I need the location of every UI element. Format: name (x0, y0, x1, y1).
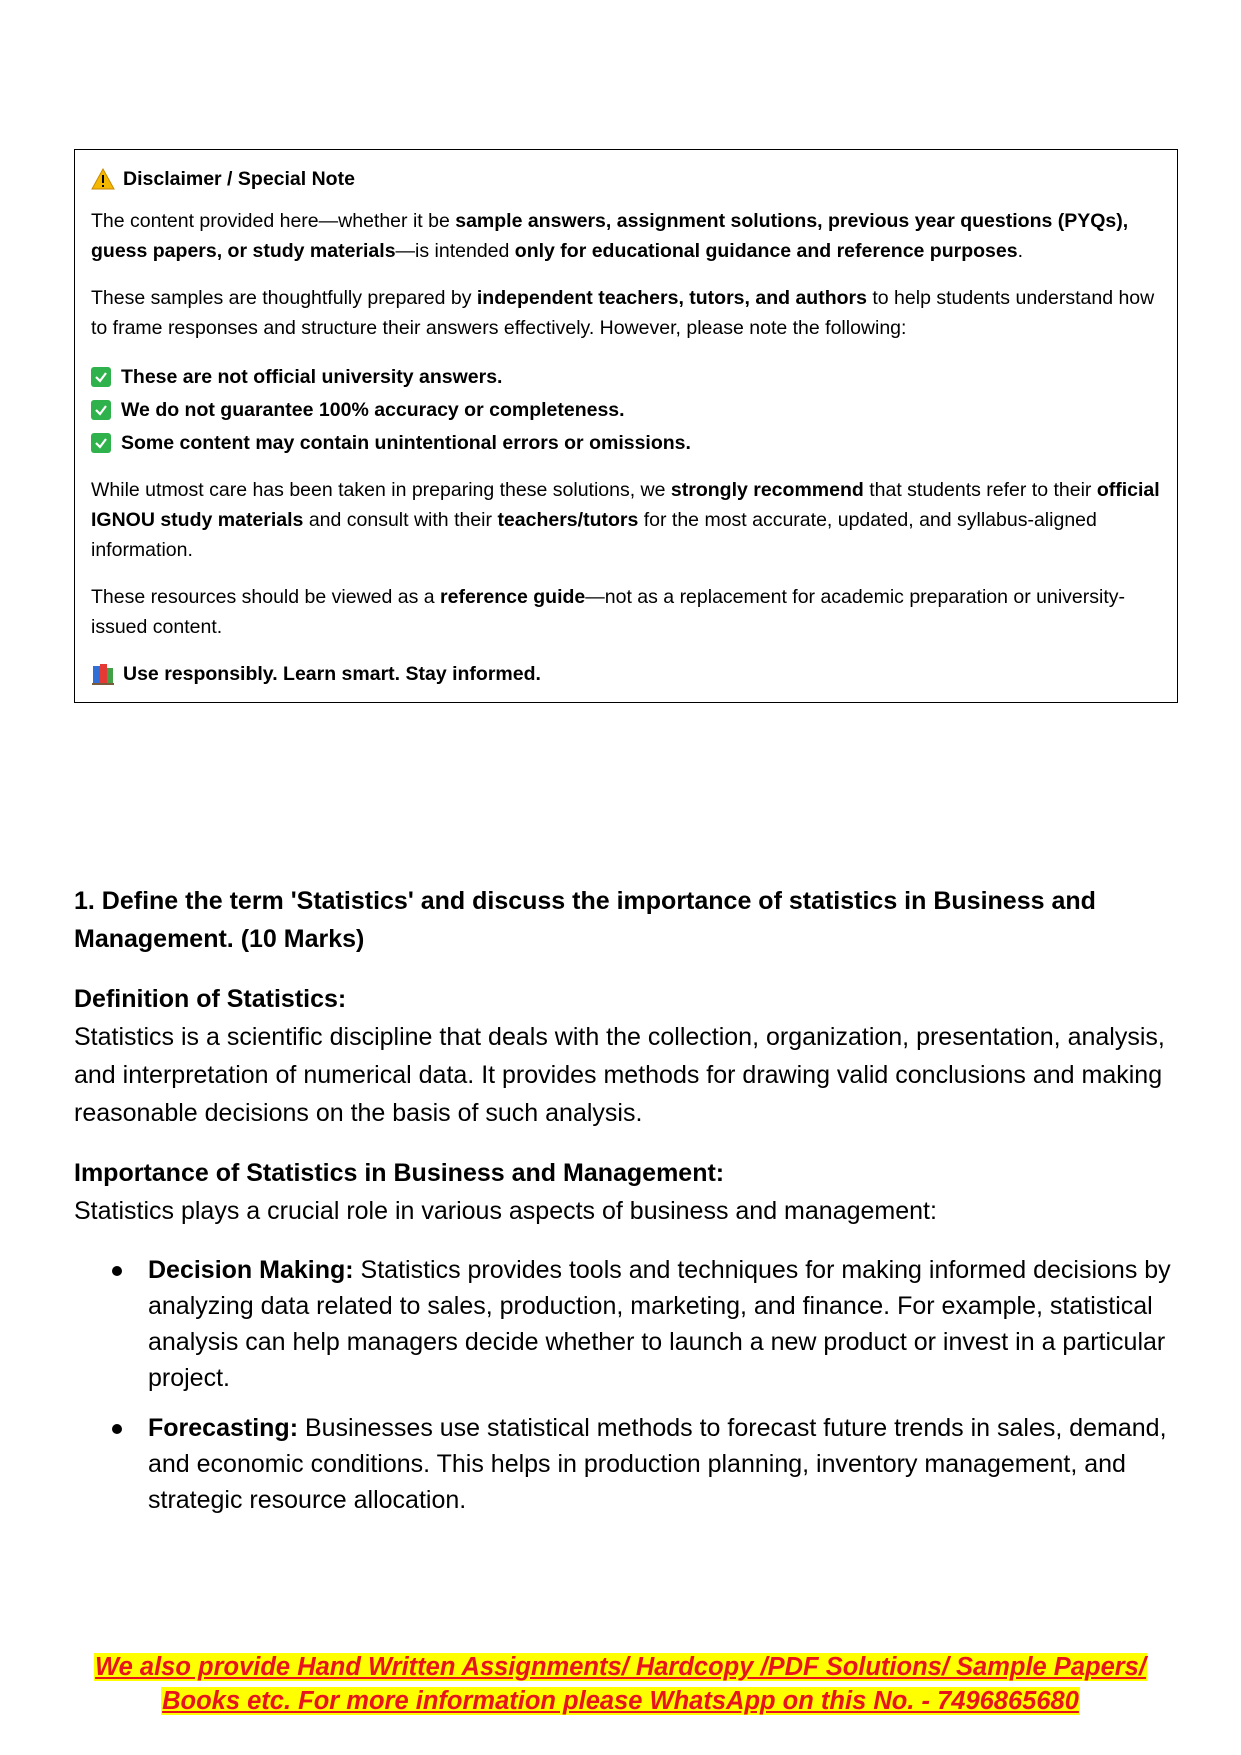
text-run: While utmost care has been taken in preparing these solutions, we (91, 479, 671, 501)
disclaimer-paragraph-1 (91, 206, 1161, 266)
bold-run: teachers/tutors (497, 509, 639, 531)
disclaimer-closing (91, 659, 1161, 689)
disclaimer-title: Disclaimer / Special Note (123, 168, 355, 190)
question-title: 1. Define the term 'Statistics' and discuss the importance of statistics in Business and Management. (10 Marks) (74, 887, 1096, 953)
text-run: . (1017, 240, 1024, 262)
check-item (91, 426, 1161, 459)
text-run: The content provided here—whether it be (91, 210, 456, 232)
bullet-term: Forecasting: (148, 1414, 299, 1442)
list-item (74, 1252, 1174, 1396)
list-item (74, 1410, 1174, 1518)
definition-heading: Definition of Statistics: (74, 985, 347, 1013)
check-list (91, 360, 1161, 459)
check-mark-icon (91, 400, 111, 420)
text-run: These resources should be viewed as a (91, 586, 441, 608)
definition-text: Statistics is a scientific discipline that deals with the collection, organization, presentation, analysis, and interpretation of numerical data. It provides methods for drawing valid conclusions and making reasonable decisions on the basis of such analysis. (74, 1023, 1165, 1127)
bold-run: strongly recommend (670, 479, 864, 501)
bullet-icon (112, 1424, 122, 1434)
text-run: that students refer to their (863, 479, 1097, 501)
disclaimer-paragraph-3 (91, 475, 1161, 565)
bold-run: only for educational guidance and reference purposes (514, 240, 1018, 262)
check-mark-icon (91, 367, 111, 387)
closing-text: Use responsibly. Learn smart. Stay informed. (123, 663, 541, 685)
text-run: and consult with their (303, 509, 498, 531)
bold-run: independent teachers, tutors, and authors (476, 287, 867, 309)
bold-run: sample answers, assignment solutions, previous year questions (PYQs), guess papers, or study materials (91, 210, 1129, 262)
bold-run: official IGNOU study materials (91, 479, 1160, 531)
disclaimer-heading (91, 164, 1161, 194)
bullet-term: Decision Making: (148, 1256, 354, 1284)
disclaimer-paragraph-4 (91, 582, 1161, 642)
check-item-label: These are not official university answers. (121, 365, 503, 388)
warning-icon (91, 168, 115, 190)
check-item (91, 360, 1161, 393)
text-run: for the most accurate, updated, and syllabus-aligned information. (91, 509, 1097, 561)
footer-line-1: We also provide Hand Written Assignments/ Hardcopy /PDF Solutions/ Sample Papers/ (95, 1653, 1146, 1681)
check-item-label: Some content may contain unintentional errors or omissions. (121, 431, 691, 454)
importance-list (74, 1252, 1174, 1518)
check-item-label: We do not guarantee 100% accuracy or completeness. (121, 398, 625, 421)
text-run: to help students understand how to frame responses and structure their answers effectively. However, please note the following: (91, 287, 1155, 339)
question-section (74, 882, 1174, 1532)
footer-promo (0, 1650, 1241, 1718)
text-run: These samples are thoughtfully prepared by (91, 287, 477, 309)
text-run: —not as a replacement for academic preparation or university-issued content. (91, 586, 1126, 638)
importance-heading: Importance of Statistics in Business and Management: (74, 1159, 725, 1187)
text-run: —is intended (395, 240, 515, 262)
check-item (91, 393, 1161, 426)
bullet-text: Businesses use statistical methods to forecast future trends in sales, demand, and economic conditions. This helps in production planning, inventory management, and strategic resource allocation. (148, 1414, 1167, 1514)
books-icon (91, 663, 115, 685)
bullet-icon (112, 1266, 122, 1276)
disclaimer-paragraph-2 (91, 283, 1161, 343)
bullet-text: Statistics provides tools and techniques for making informed decisions by analyzing data related to sales, production, marketing, and finance. For example, statistical analysis can help managers decide whether to launch a new product or invest in a particular project. (148, 1256, 1171, 1392)
disclaimer-box (74, 149, 1178, 703)
importance-intro: Statistics plays a crucial role in various aspects of business and management: (74, 1197, 937, 1225)
footer-line-2: Books etc. For more information please WhatsApp on this No. - 7496865680 (162, 1687, 1079, 1715)
check-mark-icon (91, 433, 111, 453)
bold-run: reference guide (440, 586, 586, 608)
